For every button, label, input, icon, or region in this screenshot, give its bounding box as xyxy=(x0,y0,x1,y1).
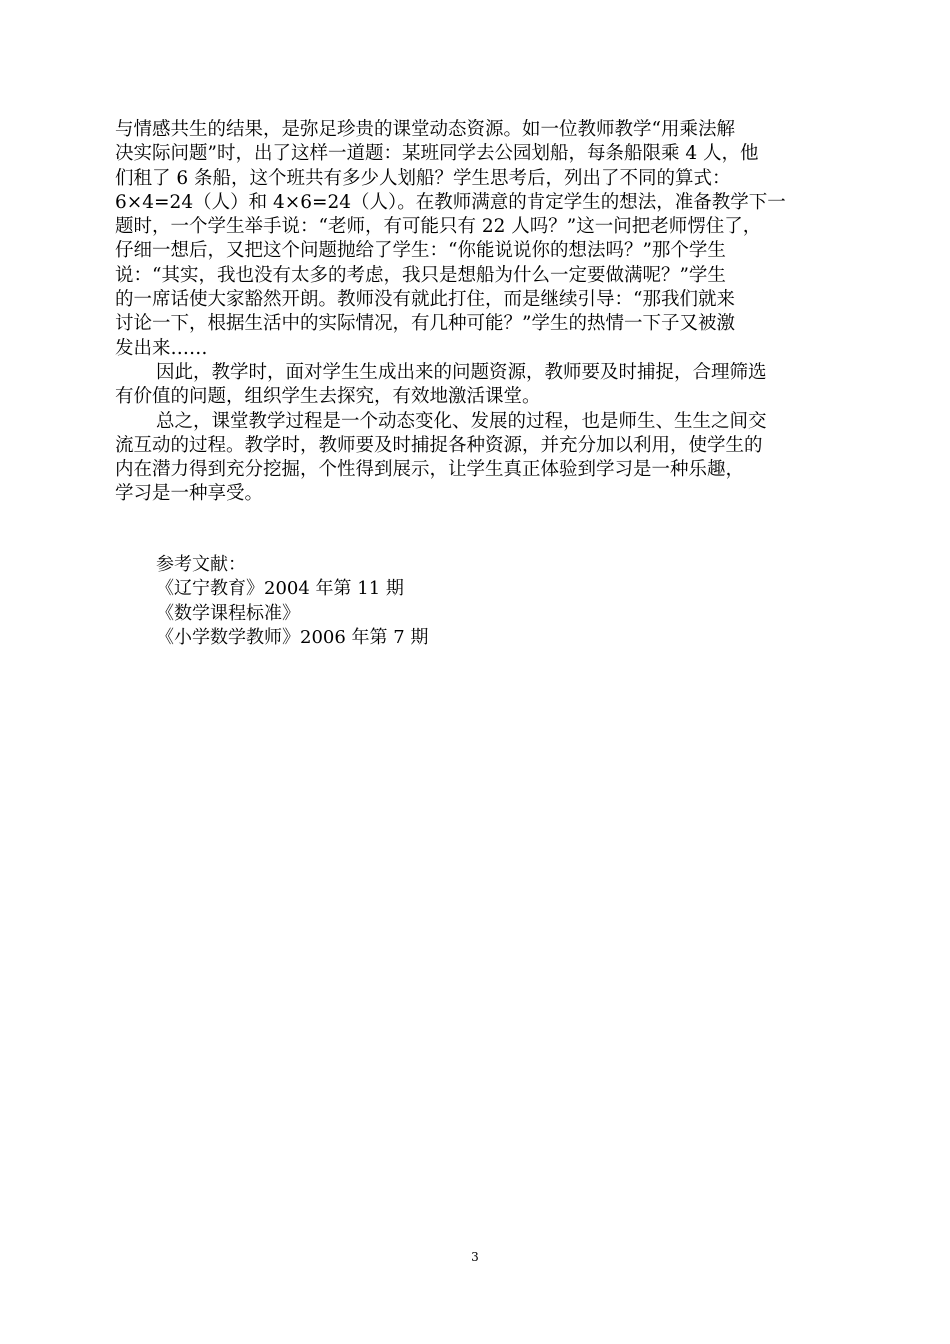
paragraph-line: 有价值的问题，组织学生去探究，有效地激活课堂。 xyxy=(115,386,541,408)
paragraph-line: 总之，课堂教学过程是一个动态变化、发展的过程，也是师生、生生之间交 xyxy=(156,410,767,432)
paragraph-line: 讨论一下，根据生活中的实际情况，有几种可能？”学生的热情一下子又被激 xyxy=(115,313,735,335)
paragraph-line: 与情感共生的结果，是弥足珍贵的课堂动态资源。如一位教师教学“用乘法解 xyxy=(115,119,735,140)
paragraph-2 xyxy=(115,361,860,410)
blank-line xyxy=(115,507,860,531)
paragraph-line: 学习是一种享受。 xyxy=(115,483,264,505)
reference-item: 《小学数学教师》2006 年第 7 期 xyxy=(156,626,429,648)
references-heading: 参考文献： xyxy=(156,554,246,576)
paragraph-line: 们租了 6 条船，这个班共有多少人划船？学生思考后，列出了不同的算式： xyxy=(115,167,731,189)
paragraph-line: 因此，教学时，面对学生生成出来的问题资源，教师要及时捕捉，合理筛选 xyxy=(156,361,767,383)
paragraph-3 xyxy=(115,410,860,507)
paragraph-line: 说：“其实，我也没有太多的考虑，我只是想船为什么一定要做满呢？”学生 xyxy=(115,264,726,286)
references-section xyxy=(115,553,860,650)
paragraph-line: 仔细一想后，又把这个问题抛给了学生：“你能说说你的想法吗？”那个学生 xyxy=(115,240,726,262)
reference-item: 《辽宁教育》2004 年第 11 期 xyxy=(156,578,404,600)
paragraph-line: 的一席话使大家豁然开朗。教师没有就此打住，而是继续引导：“那我们就来 xyxy=(115,289,735,311)
paragraph-1 xyxy=(115,118,860,361)
blank-line xyxy=(115,531,860,553)
paragraph-line: 题时，一个学生举手说：“老师，有可能只有 22 人吗？”这一问把老师愣住了， xyxy=(115,216,762,238)
paragraph-line: 内在潜力得到充分挖掘，个性得到展示，让学生真正体验到学习是一种乐趣， xyxy=(115,459,745,481)
paragraph-line: 6×4=24（人）和 4×6=24（人）。在教师满意的肯定学生的想法，准备教学下一 xyxy=(115,191,786,213)
paragraph-line: 决实际问题”时，出了这样一道题：某班同学去公园划船，每条船限乘 4 人，他 xyxy=(115,143,759,165)
paragraph-line: 流互动的过程。教学时，教师要及时捕捉各种资源，并充分加以利用，使学生的 xyxy=(115,434,763,456)
paragraph-line: 发出来…… xyxy=(115,337,208,359)
reference-item: 《数学课程标准》 xyxy=(156,602,300,624)
page-number: 3 xyxy=(471,1250,479,1264)
document-body xyxy=(115,118,860,650)
